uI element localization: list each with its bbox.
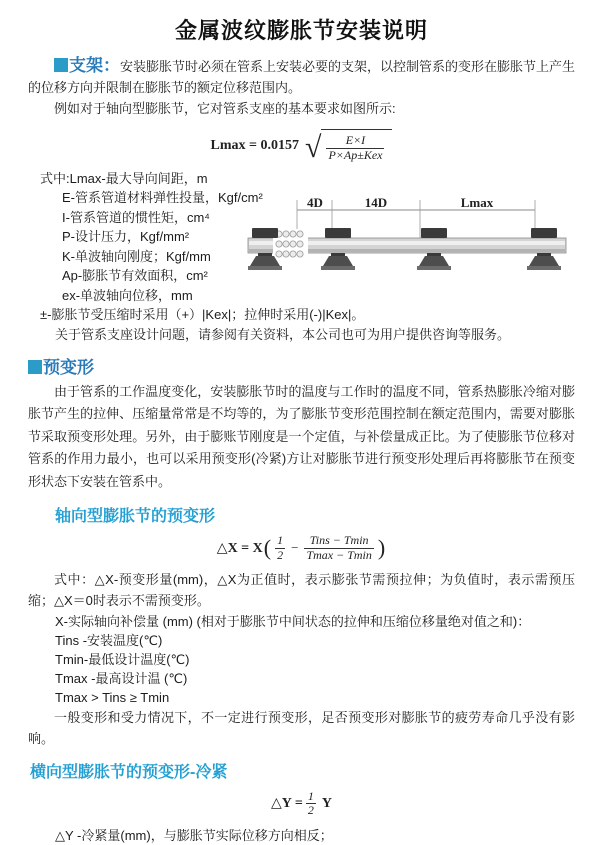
temperature-fraction (301, 534, 376, 563)
page-title: 金属波纹膨胀节安装说明 (174, 18, 428, 43)
section-square-icon (28, 360, 42, 374)
right-paren: ) (377, 535, 386, 561)
axial-item: X-实际轴向补偿量 (mm) (相对于膨胀节中间状态的拉伸和压缩位移量绝对值之和)： (55, 613, 531, 629)
lateral-note: △Y -冷紧量(mm)，与膨胀节实际位移方向相反； (55, 828, 333, 844)
axial-explain-paragraph: 式中：△X-预变形量(mm)，△X为正值时，表示膨张节需预拉伸；为负值时，表示需预压缩；△X＝0时表示不需预变形。 (28, 571, 575, 608)
deltay-formula (28, 790, 575, 819)
half-numerator: 1 (277, 533, 284, 548)
predeform-paragraph: 由于管系的工作温度变化，安装膨胀节时的温度与工作时的温度不同，管系热膨胀冷缩对膨胀节产生的拉伸、压缩量常常是不均等的，为了膨胀节变形范围控制在额定范围内，需要对膨胀节采取预变形处理。另外，由于膨账节刚度是一个定值，与补偿量成正比。为了使膨胀节位移对管系的作用力最小，也可以采用预变形(冷紧)方让对膨胀节进行预变形处理后再将膨胀节在预变形状态下安装在管系中。 (28, 383, 575, 489)
definition-item: P-设计压力，Kgf/mm² (62, 229, 190, 245)
support-example-line: 例如对于轴向型膨胀节，它对管系支座的基本要求如图所示: (54, 101, 396, 116)
half-numerator: 1 (307, 788, 314, 803)
definition-item: ±-膨胀节受压缩时采用（+）|Kex|；拉伸时采用(-)|Kex|。 (40, 307, 365, 323)
definition-item: 式中:Lmax-最大导向间距，m (40, 170, 208, 186)
support-intro-text: 安装膨胀节时必须在管系上安装必要的支架，以控制管系的变形在膨胀节上产生的位移方向并限制在膨胀节的额定位移范围内。 (28, 59, 576, 95)
definition-item: E-管系管道材料弹性投量，Kgf/cm² (62, 190, 263, 206)
axial-item: Tmin-最低设计温度(℃) (55, 651, 190, 667)
definition-item: Ap-膨胀节有效面积，cm² (62, 268, 208, 284)
half-denominator: 2 (277, 547, 284, 562)
lmax-fraction (323, 134, 387, 163)
deltay-formula-rhs: Y (321, 795, 332, 811)
support-section-heading: 支架： (69, 56, 120, 75)
definition-item: I-管系管道的惯性矩，cm⁴ (62, 209, 210, 225)
definitions-region (28, 169, 575, 345)
axial-note: 一般变形和受力情况下，不一定进行预变形，足否预变形对膨胀节的疲劳寿命几乎没有影响。 (28, 709, 575, 746)
predeform-section-heading: 预变形 (43, 357, 94, 377)
definition-item: ex-单波轴向位移，mm (62, 287, 193, 303)
sqrt-body (321, 129, 392, 163)
predeform-section-heading-row (28, 353, 575, 378)
support-note: 关于管系支座设计问题，请参阅有关资料，本公司也可为用户提供咨询等服务。 (55, 326, 511, 342)
half-fraction (303, 790, 319, 819)
section-square-icon (54, 58, 68, 72)
temp-denominator: Tmax − Tmin (306, 547, 372, 562)
half-fraction (272, 534, 288, 563)
dim-label-lmax: Lmax (460, 195, 494, 210)
support-intro-paragraph (28, 55, 575, 98)
axial-item: Tmax -最高设计温 (℃) (55, 670, 188, 686)
deltay-formula-lhs: △Y = (271, 796, 303, 812)
axial-item: Tmax > Tins ≥ Tmin (55, 689, 170, 705)
left-paren: ( (263, 535, 272, 561)
axial-subheading: 轴向型膨胀节的预变形 (55, 508, 216, 526)
axial-items-list (28, 612, 575, 707)
lmax-formula-lhs: Lmax = 0.0157 (210, 137, 299, 153)
sqrt-symbol: √ (305, 130, 322, 164)
pipe-support-diagram (245, 196, 597, 293)
dim-label-4d: 4D (307, 195, 323, 210)
dim-label-14d: 14D (364, 195, 388, 210)
bellows-icon (273, 229, 308, 261)
lmax-fraction-numerator: E×I (345, 133, 366, 147)
lmax-fraction-denominator: P×Ap±Kex (328, 147, 383, 162)
axial-item: Tins -安装温度(℃) (55, 632, 163, 648)
lmax-formula (28, 129, 575, 163)
minus-operator: − (291, 540, 299, 556)
deltax-formula-lhs: △X = X (216, 540, 263, 556)
half-denominator: 2 (307, 803, 314, 818)
definition-item: K-单波轴向刚度；Kgf/mm (62, 248, 211, 264)
deltax-formula (28, 534, 575, 563)
temp-numerator: Tins − Tmin (309, 533, 369, 548)
document-page (0, 14, 600, 845)
lateral-subheading: 横向型膨胀节的预变形-冷紧 (30, 763, 228, 781)
